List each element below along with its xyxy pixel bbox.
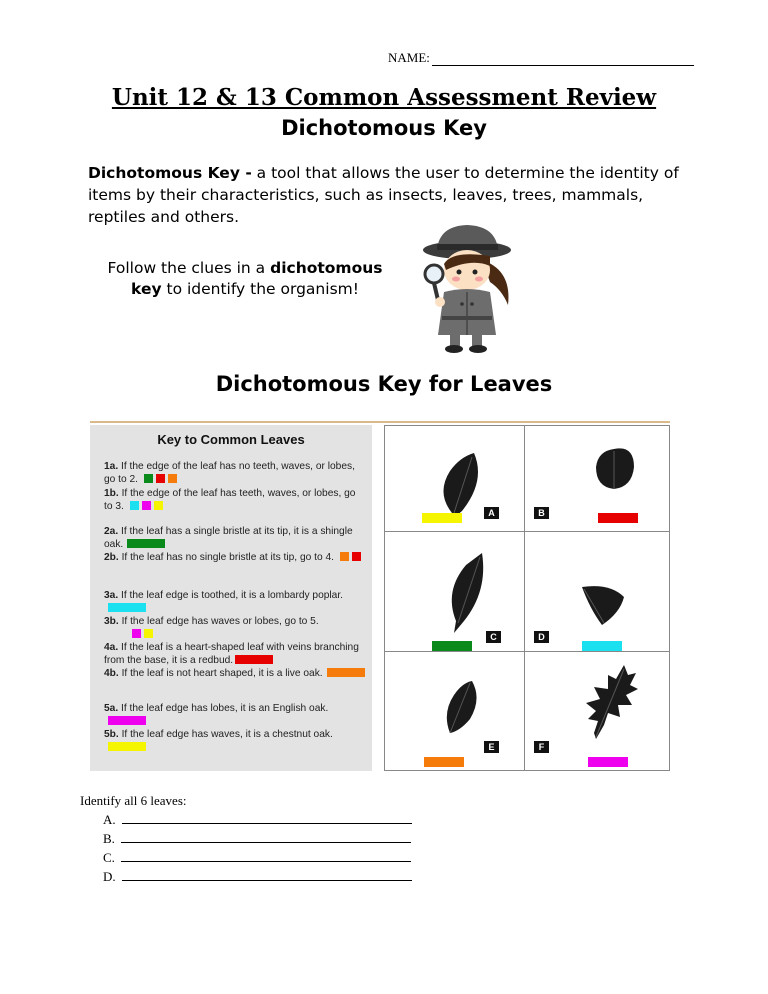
leaf-b-icon <box>594 445 636 491</box>
key-entry-id: 2b. <box>104 552 119 563</box>
swatch-magenta <box>142 501 151 510</box>
answer-blank[interactable] <box>122 870 412 881</box>
key-entry-3b <box>104 615 366 641</box>
grid-line <box>384 531 670 532</box>
leaf-f-label: F <box>534 741 549 753</box>
follow-instruction <box>100 258 390 300</box>
leaf-f-icon <box>584 663 638 741</box>
name-blank[interactable] <box>432 53 694 66</box>
swatch-red <box>156 474 165 483</box>
leaf-d-color-bar <box>582 641 622 651</box>
leaf-e-label: E <box>484 741 499 753</box>
bar-yellow <box>108 742 146 751</box>
grid-line <box>384 770 670 771</box>
leaf-c-label: C <box>486 631 501 643</box>
leaf-d-icon <box>580 583 626 627</box>
name-field[interactable] <box>388 50 694 66</box>
key-entry-id: 1b. <box>104 488 119 499</box>
leaves-key-title: Dichotomous Key for Leaves <box>215 372 553 396</box>
bar-green <box>127 539 165 548</box>
leaf-c-color-bar <box>432 641 472 651</box>
key-entry-text: If the leaf is not heart shaped, it is a live oak. <box>121 668 323 679</box>
key-entry-5a <box>104 702 366 728</box>
key-entry-id: 3a. <box>104 590 119 601</box>
leaf-b-color-bar <box>598 513 638 523</box>
answer-letter: B. <box>103 831 115 846</box>
key-entry-id: 4b. <box>104 668 119 679</box>
name-label: NAME: <box>388 50 430 65</box>
leaf-grid <box>384 425 670 771</box>
key-entry-text: If the leaf edge is toothed, it is a lombardy poplar. <box>121 590 344 601</box>
key-entry-text: If the edge of the leaf has teeth, waves, or lobes, go to 3. <box>104 488 356 512</box>
detective-illustration <box>412 220 522 355</box>
key-entry-4a <box>104 641 366 667</box>
answer-b[interactable] <box>103 831 411 847</box>
swatch-orange <box>340 552 349 561</box>
page-title: Unit 12 & 13 Common Assessment Review <box>111 84 657 111</box>
swatch-magenta <box>132 629 141 638</box>
leaf-d-label: D <box>534 631 549 643</box>
leaf-e-icon <box>442 679 480 735</box>
key-entry-5b <box>104 728 366 754</box>
bar-magenta <box>108 716 146 725</box>
key-entry-1a <box>104 460 366 486</box>
key-entry-text: If the edge of the leaf has no teeth, waves, or lobes, go to 2. <box>104 461 355 485</box>
key-entry-id: 3b. <box>104 616 119 627</box>
grid-line <box>669 425 670 771</box>
identify-label: Identify all 6 leaves: <box>80 793 187 808</box>
answer-letter: D. <box>103 869 116 884</box>
leaf-a-label: A <box>484 507 499 519</box>
key-entry-1b <box>104 487 366 513</box>
key-entry-text: If the leaf edge has waves or lobes, go to 5. <box>121 616 319 627</box>
key-entry-3a <box>104 589 366 615</box>
key-entry-text: If the leaf has no single bristle at its tip, go to 4. <box>121 552 334 563</box>
leaf-c-icon <box>444 551 488 635</box>
key-entry-2a <box>104 525 366 551</box>
definition-paragraph <box>88 162 688 228</box>
key-entry-text: If the leaf has a single bristle at its tip, it is a shingle oak. <box>104 526 353 550</box>
grid-line <box>524 425 525 771</box>
key-entry-2b <box>104 551 366 564</box>
answer-blank[interactable] <box>121 851 411 862</box>
swatch-green <box>144 474 153 483</box>
swatch-orange <box>168 474 177 483</box>
definition-term: Dichotomous Key - <box>88 164 252 182</box>
follow-bold: dichotomous key <box>131 259 383 298</box>
grid-line <box>384 651 670 652</box>
divider <box>90 421 670 423</box>
grid-line <box>384 425 670 426</box>
grid-line <box>384 425 385 771</box>
leaf-a-color-bar <box>422 513 462 523</box>
key-entry-4b <box>104 667 366 680</box>
key-entry-text: If the leaf is a heart-shaped leaf with veins branching from the base, it is a redbud. <box>104 642 359 666</box>
key-entry-text: If the leaf edge has lobes, it is an English oak. <box>121 703 329 714</box>
section-subtitle: Dichotomous Key <box>281 116 487 140</box>
answer-c[interactable] <box>103 850 411 866</box>
answer-d[interactable] <box>103 869 412 885</box>
leaf-f-color-bar <box>588 757 628 767</box>
bar-cyan <box>108 603 146 612</box>
key-entry-id: 5a. <box>104 703 119 714</box>
bar-red <box>235 655 273 664</box>
follow-pre: Follow the clues in a <box>107 259 271 277</box>
definition-text: a tool that allows the user to determine the identity of items by their characteristics, such as insects, leaves, trees, mammals, reptiles and others. <box>88 164 679 226</box>
swatch-red <box>352 552 361 561</box>
leaf-e-color-bar <box>424 757 464 767</box>
bar-orange <box>327 668 365 677</box>
follow-mid: to identify the organism! <box>161 280 359 298</box>
key-entry-text: If the leaf edge has waves, it is a chestnut oak. <box>121 729 333 740</box>
key-panel <box>90 425 372 771</box>
swatch-cyan <box>130 501 139 510</box>
answer-letter: A. <box>103 812 116 827</box>
key-entry-id: 2a. <box>104 526 119 537</box>
leaf-b-label: B <box>534 507 549 519</box>
key-entry-id: 5b. <box>104 729 119 740</box>
swatch-yellow <box>154 501 163 510</box>
answer-blank[interactable] <box>121 832 411 843</box>
key-entry-id: 1a. <box>104 461 119 472</box>
answer-blank[interactable] <box>122 813 412 824</box>
swatch-yellow <box>144 629 153 638</box>
key-entry-id: 4a. <box>104 642 119 653</box>
key-title: Key to Common Leaves <box>157 432 305 447</box>
answer-letter: C. <box>103 850 115 865</box>
answer-a[interactable] <box>103 812 412 828</box>
